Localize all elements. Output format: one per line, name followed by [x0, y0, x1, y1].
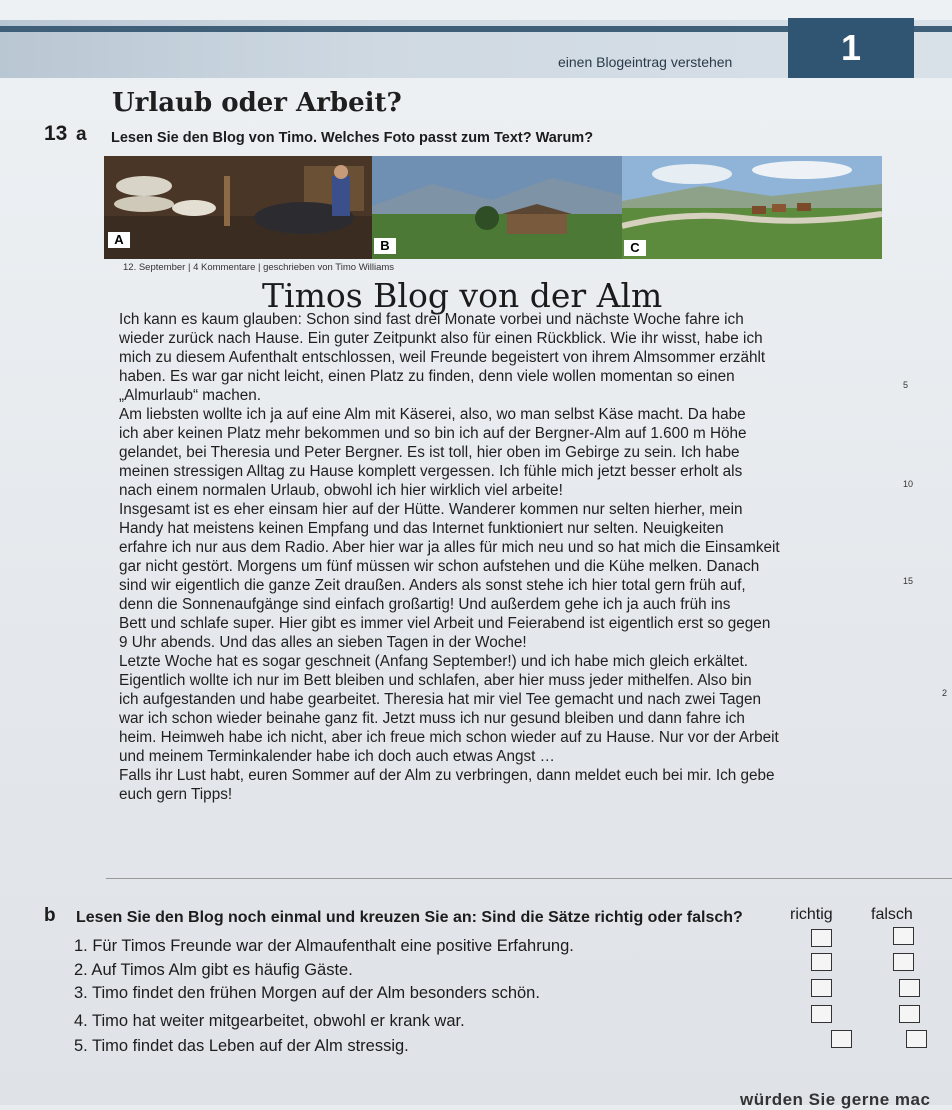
blog-line: denn die Sonnenaufgänge sind einfach großartig! Und außerdem gehe ich ja auch früh ins	[119, 596, 731, 613]
blog-line: gar nicht gestört. Morgens um fünf müssen wir schon aufstehen und die Kühe melken. Danach	[119, 558, 760, 575]
section-divider	[106, 878, 952, 879]
line-number: 5	[903, 380, 909, 390]
blog-line: Letzte Woche hat es sogar geschneit (Anfang September!) und ich habe mich gleich erkältet.	[119, 653, 748, 670]
cut-off-text: würden Sie gerne mac	[740, 1090, 931, 1109]
statement-2: 2. Auf Timos Alm gibt es häufig Gäste.	[74, 961, 353, 979]
blog-line: ich aufgestanden und habe gearbeitet. Theresia hat mir viel Tee gemacht und nach zwei Tagen	[119, 691, 762, 708]
cheese-dairy-illustration	[104, 156, 376, 259]
blog-caption: 12. September | 4 Kommentare | geschrieben von Timo Williams	[123, 262, 395, 273]
page-title: Urlaub oder Arbeit?	[112, 88, 402, 118]
blog-line: euch gern Tipps!	[119, 786, 233, 803]
blog-text	[119, 310, 939, 804]
blog-line: und meinem Terminkalender habe ich doch auch etwas Angst …	[119, 748, 555, 765]
blog-line: Bett und schlafe super. Hier gibt es immer viel Arbeit und Feierabend ist eigentlich erst so gegen	[119, 615, 771, 632]
mountain-hut-illustration	[372, 156, 626, 259]
blog-line: erfahre ich nur aus dem Radio. Aber hier war ja alles für mich neu und so hat mich die Einsamkeit	[119, 539, 780, 556]
photo-label-c: C	[624, 240, 646, 256]
blog-line: Insgesamt ist es eher einsam hier auf der Hütte. Wanderer kommen nur selten hierher, mein	[119, 501, 743, 518]
column-header-true: richtig	[790, 906, 833, 923]
photo-a	[104, 156, 376, 259]
blog-line: gelandet, bei Theresia und Peter Bergner. Es ist toll, hier oben im Gebirge zu sein. Ich habe	[119, 444, 740, 461]
exercise-b-instruction: Lesen Sie den Blog noch einmal und kreuzen Sie an: Sind die Sätze richtig oder falsch?	[76, 909, 743, 926]
chapter-number: 1	[788, 18, 914, 78]
blog-line: nach einem normalen Urlaub, obwohl ich hier wirklich viel arbeite!	[119, 482, 563, 499]
checkbox-richtig-3[interactable]	[811, 979, 832, 997]
checkbox-falsch-5[interactable]	[906, 1030, 927, 1048]
photo-b	[372, 156, 626, 259]
checkbox-falsch-1[interactable]	[893, 927, 914, 945]
blog-line: Am liebsten wollte ich ja auf eine Alm mit Käserei, also, wo man selbst Käse macht. Da habe	[119, 406, 746, 423]
blog-line: meinen stressigen Alltag zu Hause komplett vergessen. Ich fühle mich jetzt besser erholt als	[119, 463, 743, 480]
blog-line: sind wir eigentlich die ganze Zeit draußen. Anders als sonst stehe ich hier total gern früh auf,	[119, 577, 746, 594]
blog-line: „Almurlaub“ machen.	[119, 387, 261, 404]
section-label: einen Blogeintrag verstehen	[558, 54, 733, 70]
line-number: 2	[942, 688, 948, 698]
blog-line: ich aber keinen Platz mehr bekommen und so bin ich auf der Bergner-Alm auf 1.600 m Höhe	[119, 425, 747, 442]
photo-label-a: A	[108, 232, 130, 248]
checkbox-richtig-4[interactable]	[811, 1005, 832, 1023]
blog-line: Ich kann es kaum glauben: Schon sind fast drei Monate vorbei und nächste Woche fahre ich	[119, 311, 744, 328]
checkbox-falsch-3[interactable]	[899, 979, 920, 997]
statement-3: 3. Timo findet den frühen Morgen auf der Alm besonders schön.	[74, 984, 540, 1002]
checkbox-richtig-5[interactable]	[831, 1030, 852, 1048]
statement-5: 5. Timo findet das Leben auf der Alm stressig.	[74, 1037, 409, 1055]
exercise-a-letter: a	[76, 124, 87, 145]
blog-line: war ich schon wieder beinahe ganz fit. Jetzt muss ich nur gesund bleiben und dann fahre ich	[119, 710, 745, 727]
exercise-a-instruction: Lesen Sie den Blog von Timo. Welches Foto passt zum Text? Warum?	[111, 130, 594, 146]
exercise-b-letter: b	[44, 905, 56, 926]
blog-line: Handy hat meistens keinen Empfang und das Internet funktioniert nur selten. Neuigkeiten	[119, 520, 724, 537]
statement-1: 1. Für Timos Freunde war der Almaufenthalt eine positive Erfahrung.	[74, 937, 574, 955]
photo-c	[622, 156, 882, 259]
line-number: 15	[903, 576, 914, 586]
checkbox-richtig-2[interactable]	[811, 953, 832, 971]
checkbox-richtig-1[interactable]	[811, 929, 832, 947]
line-number: 10	[903, 479, 914, 489]
blog-line: 9 Uhr abends. Und das alles an sieben Tagen in der Woche!	[119, 634, 527, 651]
blog-line: Eigentlich wollte ich nur im Bett bleiben und schlafen, aber hier muss jeder mithelfen. Also bin	[119, 672, 752, 689]
blog-line: Falls ihr Lust habt, euren Sommer auf der Alm zu verbringen, dann meldet euch bei mir. Ich gebe	[119, 767, 775, 784]
column-header-false: falsch	[871, 906, 913, 923]
checkbox-falsch-4[interactable]	[899, 1005, 920, 1023]
blog-title: Timos Blog von der Alm	[262, 276, 663, 315]
photo-label-b: B	[374, 238, 396, 254]
blog-line: wieder zurück nach Hause. Ein guter Zeitpunkt also für einen Rückblick. Wie ihr wisst, habe ich	[119, 330, 763, 347]
blog-line: heim. Heimweh habe ich nicht, aber ich freue mich schon wieder auf zu Hause. Nur vor der Arbeit	[119, 729, 779, 746]
blog-line: mich zu diesem Aufenthalt entschlossen, weil Freunde begeistert von ihrem Almsommer erzählt	[119, 349, 766, 366]
checkbox-falsch-2[interactable]	[893, 953, 914, 971]
exercise-number: 13	[44, 122, 68, 145]
blog-line: haben. Es war gar nicht leicht, einen Platz zu finden, denn viele wollen momentan so einen	[119, 368, 735, 385]
cows-pasture-illustration	[622, 156, 882, 259]
statement-4: 4. Timo hat weiter mitgearbeitet, obwohl er krank war.	[74, 1012, 465, 1030]
